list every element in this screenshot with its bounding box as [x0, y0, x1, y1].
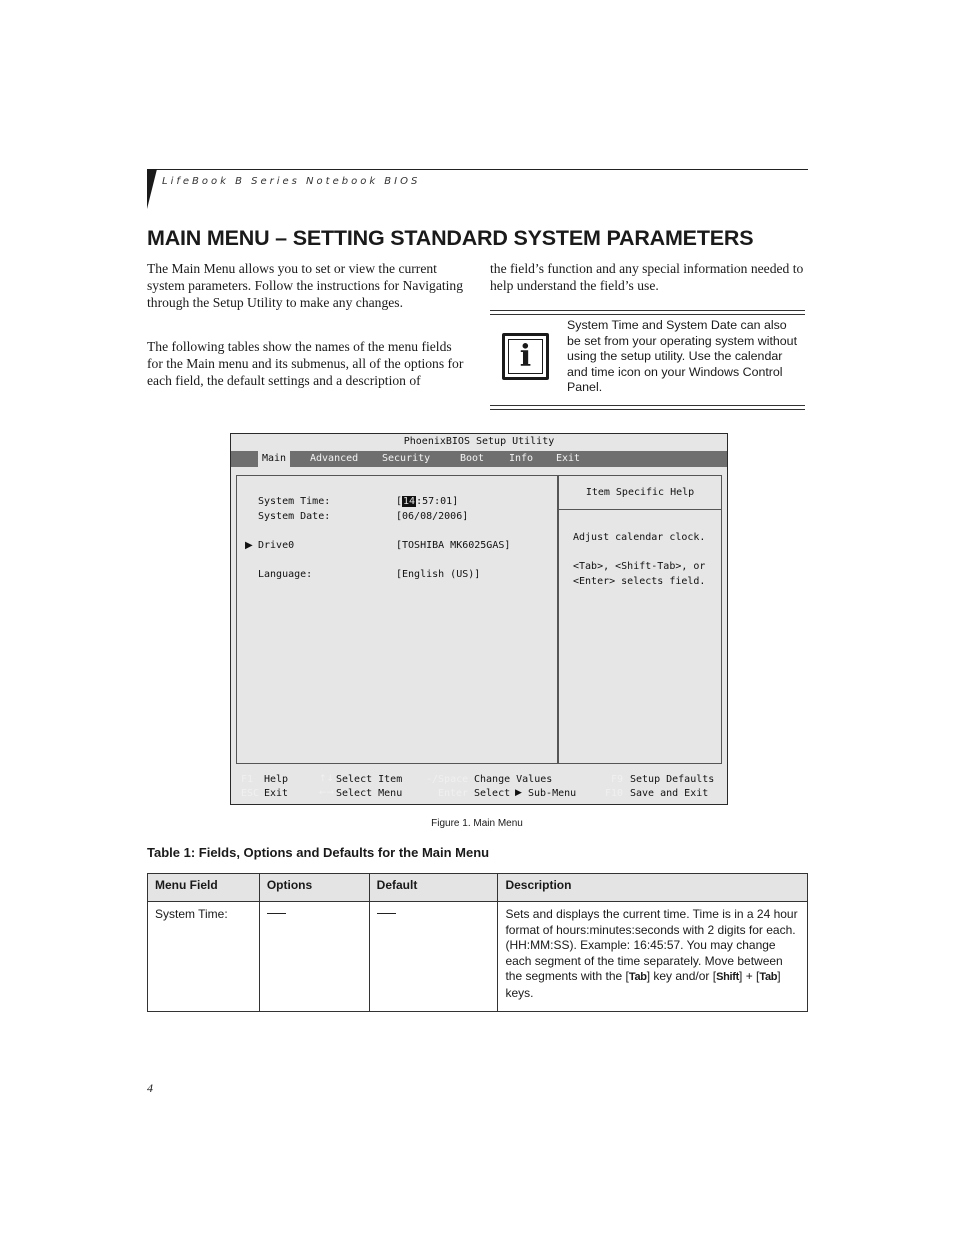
bios-tab-security[interactable]: Security: [382, 453, 431, 464]
change-values-text: Change Values: [474, 774, 553, 785]
table-header-row: [148, 874, 808, 902]
fields-table: [147, 873, 808, 1012]
tables-paragraph-continued: the field’s function and any special information needed to help understand the field’s use.: [490, 261, 804, 294]
intro-paragraph: The Main Menu allows you to set or view the current system parameters. Follow the instructions for Navigating through the Setup Utility to make any changes.: [147, 261, 463, 311]
header-rule: [148, 169, 808, 170]
system-time-label: System Time:: [258, 496, 331, 507]
bios-tab-info[interactable]: Info: [509, 453, 534, 464]
select-item-text: Select Item: [336, 774, 403, 785]
cell-description: [498, 902, 808, 1012]
header-wedge: [147, 169, 157, 209]
drive0-label[interactable]: Drive0: [258, 540, 295, 551]
save-exit-text: Save and Exit: [630, 788, 709, 799]
note-top-rule: [490, 310, 805, 315]
col-default: Default: [369, 874, 498, 902]
note-bottom-rule: [490, 405, 805, 410]
tab-key: Tab: [759, 971, 778, 984]
submenu-triangle-icon: ▶: [515, 788, 522, 798]
bios-tab-main[interactable]: Main: [258, 451, 290, 467]
page-number: 4: [147, 1081, 153, 1095]
enter-submenu-text: Sub-Menu: [528, 788, 577, 799]
dash-icon: [377, 913, 396, 914]
help-header: Item Specific Help: [559, 476, 721, 510]
cell-options: [259, 902, 369, 1012]
note-text: System Time and System Date can also be set from your operating system without using the setup utility. Use the calendar and time icon on your Windows Control Panel.: [567, 318, 798, 395]
help-line-2: <Tab>, <Shift-Tab>, or: [573, 561, 706, 572]
help-line-1: Adjust calendar clock.: [573, 532, 706, 543]
system-date-label: System Date:: [258, 511, 331, 522]
tables-paragraph: The following tables show the names of the menu fields for the Main menu and its submenus, all of the options for each field, the default settings and a description of: [147, 339, 464, 389]
desc-text: ] keys.: [505, 969, 781, 1000]
col-description: Description: [498, 874, 808, 902]
info-icon: i: [502, 333, 549, 380]
figure-caption: Figure 1. Main Menu: [431, 818, 523, 829]
f1-text: Help: [264, 774, 289, 785]
system-date-value[interactable]: [06/08/2006]: [396, 511, 469, 522]
submenu-arrow-icon: ▶: [245, 540, 253, 551]
dash-icon: [267, 913, 286, 914]
drive0-value: [TOSHIBA MK6025GAS]: [396, 540, 511, 551]
cell-default: [369, 902, 498, 1012]
table-title: Table 1: Fields, Options and Defaults for the Main Menu: [147, 845, 490, 860]
select-menu-text: Select Menu: [336, 788, 403, 799]
system-time-value[interactable]: [14:57:01]: [396, 496, 459, 507]
page-title: MAIN MENU – SETTING STANDARD SYSTEM PARAMETERS: [147, 226, 754, 250]
setup-defaults-text: Setup Defaults: [630, 774, 715, 785]
bios-tab-advanced[interactable]: Advanced: [310, 453, 359, 464]
esc-text: Exit: [264, 788, 289, 799]
bios-tab-exit[interactable]: Exit: [556, 453, 581, 464]
bios-help-panel: [558, 475, 722, 764]
cell-menu-field: System Time:: [148, 902, 260, 1012]
tab-key: Tab: [628, 971, 647, 984]
col-menu-field: Menu Field: [148, 874, 260, 902]
bios-menu-bar: [231, 451, 727, 467]
bios-fields-panel: [236, 475, 558, 764]
enter-key: Enter: [438, 788, 469, 799]
help-line-3: <Enter> selects field.: [573, 576, 706, 587]
language-value[interactable]: [English (US)]: [396, 569, 481, 580]
desc-text: Sets and displays the current time. Time is in a 24 hour format of hours:minutes:seconds with 2 digits for each. (HH:MM:SS). Example: 16:45:57. You may change each segment of the time separately. Move between the segments with the [: [505, 907, 798, 984]
bios-tab-boot[interactable]: Boot: [460, 453, 485, 464]
bios-footer: [231, 771, 727, 804]
shift-key: Shift: [716, 971, 740, 984]
f9-key: F9: [611, 774, 624, 785]
enter-select-text: Select: [474, 788, 511, 799]
bios-screen: [230, 433, 728, 805]
space-key: -/Space: [426, 774, 469, 785]
system-time-cursor[interactable]: 14: [403, 496, 416, 507]
system-time-rest: :57:01]: [416, 496, 459, 507]
running-header: LifeBook B Series Notebook BIOS: [162, 176, 421, 187]
language-label: Language:: [258, 569, 313, 580]
esc-key: ESC: [241, 788, 260, 799]
f1-key: F1: [241, 774, 254, 785]
desc-text: ] + [: [739, 969, 760, 984]
bios-title: PhoenixBIOS Setup Utility: [403, 436, 555, 447]
table-row: [148, 902, 808, 1012]
left-right-arrows-icon: ←→: [319, 788, 335, 798]
desc-text: ] key and/or [: [646, 969, 717, 984]
f10-key: F10: [605, 788, 624, 799]
up-down-arrows-icon: ↑↓: [319, 774, 335, 784]
col-options: Options: [259, 874, 369, 902]
